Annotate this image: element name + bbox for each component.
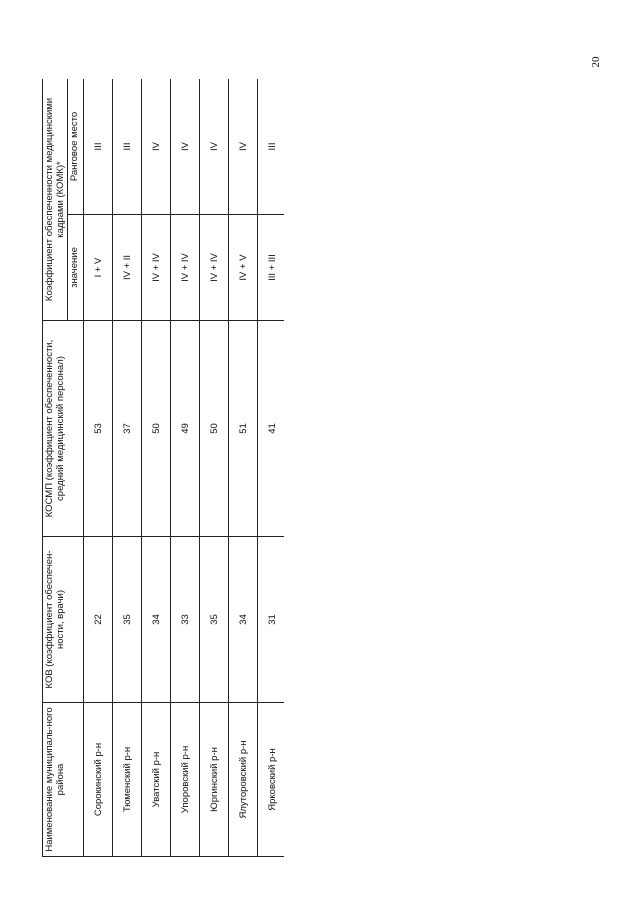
header-value: значение <box>68 215 84 321</box>
cell-kov: 34 <box>229 537 258 703</box>
header-kosmp: КОСМП (коэффициент обеспеченности, средний медицинский персонал) <box>43 321 84 537</box>
cell-name: Сорокинский р-н <box>84 703 113 857</box>
cell-value: IV + IV <box>142 215 171 321</box>
cell-kov: 22 <box>84 537 113 703</box>
cell-rank: III <box>84 79 113 215</box>
cell-rank: III <box>258 79 285 215</box>
page-number: 20 <box>590 56 602 68</box>
table-container <box>42 79 284 857</box>
cell-value: IV + IV <box>171 215 200 321</box>
table-row <box>142 79 171 857</box>
table-row <box>258 79 285 857</box>
cell-kov: 35 <box>200 537 229 703</box>
cell-name: Тюменский р-н <box>113 703 142 857</box>
cell-rank: IV <box>229 79 258 215</box>
cell-name: Ялуторовский р-н <box>229 703 258 857</box>
cell-name: Упоровский р-н <box>171 703 200 857</box>
cell-name: Ярковский р-н <box>258 703 285 857</box>
cell-kov: 34 <box>142 537 171 703</box>
header-row <box>43 79 68 857</box>
cell-kosmp: 53 <box>84 321 113 537</box>
table-row <box>84 79 113 857</box>
table-row <box>229 79 258 857</box>
cell-rank: III <box>113 79 142 215</box>
cell-name: Уватский р-н <box>142 703 171 857</box>
coverage-table <box>42 79 284 857</box>
cell-kosmp: 50 <box>142 321 171 537</box>
cell-kosmp: 50 <box>200 321 229 537</box>
cell-rank: IV <box>142 79 171 215</box>
header-name: Наименование муниципаль-ного района <box>43 703 84 857</box>
cell-name: Юргинский р-н <box>200 703 229 857</box>
cell-rank: IV <box>200 79 229 215</box>
cell-kov: 31 <box>258 537 285 703</box>
cell-value: III + III <box>258 215 285 321</box>
table-row <box>200 79 229 857</box>
cell-kosmp: 37 <box>113 321 142 537</box>
cell-rank: IV <box>171 79 200 215</box>
table-row <box>113 79 142 857</box>
cell-value: IV + II <box>113 215 142 321</box>
table-row <box>171 79 200 857</box>
cell-value: I + V <box>84 215 113 321</box>
header-rank: Ранговое место <box>68 79 84 215</box>
header-kov: КОВ (коэффициент обеспечен-ности, врачи) <box>43 537 84 703</box>
cell-kosmp: 49 <box>171 321 200 537</box>
cell-kov: 33 <box>171 537 200 703</box>
cell-value: IV + V <box>229 215 258 321</box>
cell-value: IV + IV <box>200 215 229 321</box>
cell-kov: 35 <box>113 537 142 703</box>
cell-kosmp: 51 <box>229 321 258 537</box>
header-komk: Коэффициент обеспеченности медицинскими кадрами (КОМК)* <box>43 79 68 321</box>
cell-kosmp: 41 <box>258 321 285 537</box>
